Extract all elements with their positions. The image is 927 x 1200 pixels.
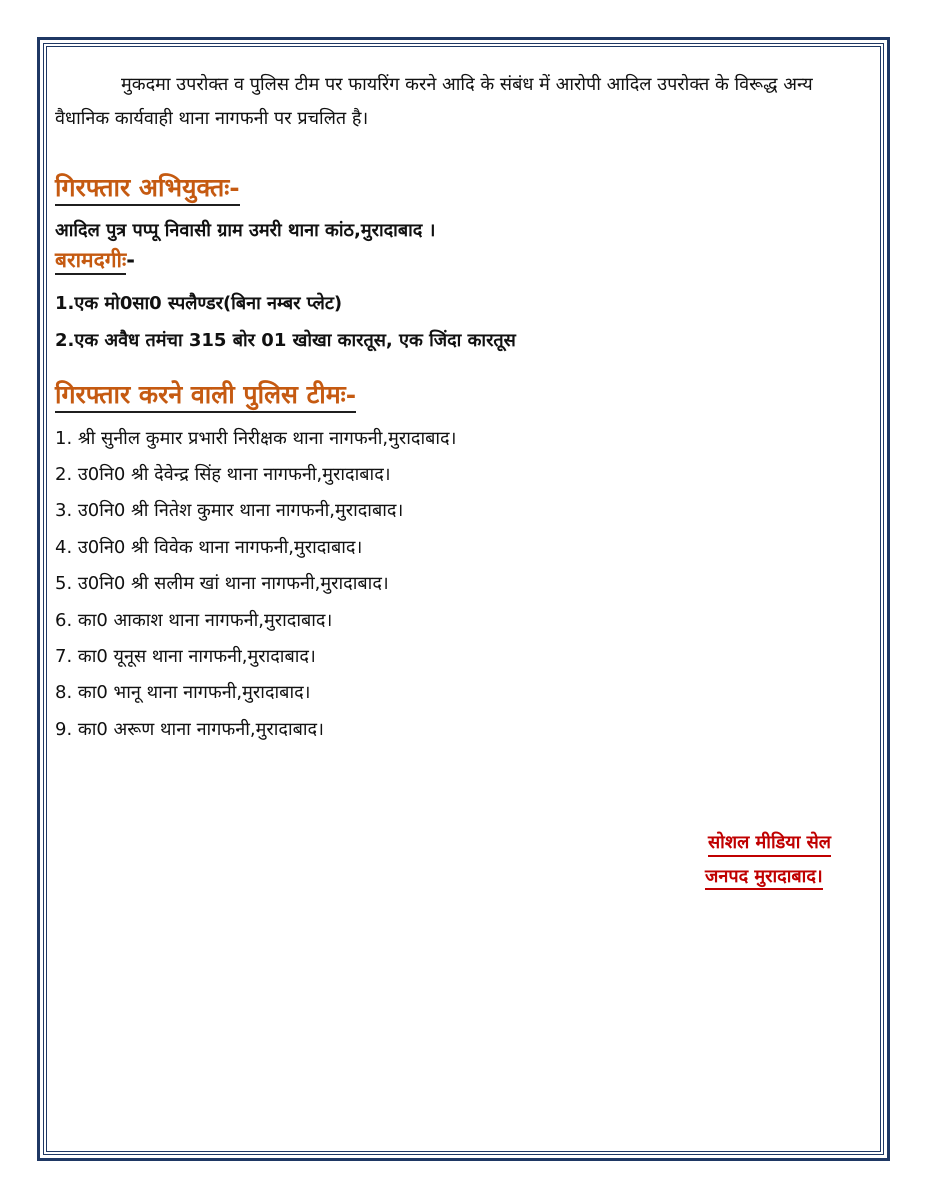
team-member: 1. श्री सुनील कुमार प्रभारी निरीक्षक थाना नागफनी,मुरादाबाद। (55, 427, 457, 449)
team-member: 9. का0 अरूण थाना नागफनी,मुरादाबाद। (55, 718, 324, 740)
recovery-heading: बरामदगीः (55, 248, 126, 275)
team-heading: गिरफ्तार करने वाली पुलिस टीमः- (55, 381, 356, 413)
recovery-item: 2.एक अवैध तमंचा 315 बोर 01 खोखा कारतूस, एक जिंदा कारतूस (55, 329, 516, 351)
team-member: 3. उ0नि0 श्री नितेश कुमार थाना नागफनी,मुरादाबाद। (55, 500, 404, 522)
team-member: 5. उ0नि0 श्री सलीम खां थाना नागफनी,मुरादाबाद। (55, 573, 389, 595)
recovery-item: 1.एक मो0सा0 स्पलैण्डर(बिना नम्बर प्लेट) (55, 292, 343, 314)
intro-paragraph: मुकदमा उपरोक्त व पुलिस टीम पर फायरिंग करने आदि के संबंध में आरोपी आदिल उपरोक्त के विरूद्ध अन्य वैधानिक कार्यवाही थाना नागफनी पर प्रचलित है। (55, 74, 813, 129)
signature-line-2: जनपद मुरादाबाद। (705, 866, 823, 891)
signature-line-1: सोशल मीडिया सेल (708, 832, 831, 857)
recovery-list (55, 285, 870, 359)
team-member: 7. का0 यूनूस थाना नागफनी,मुरादाबाद। (55, 646, 316, 668)
recovery-heading-row (55, 242, 870, 275)
team-member: 4. उ0नि0 श्री विवेक थाना नागफनी,मुरादाबाद। (55, 536, 363, 558)
team-member: 8. का0 भानू थाना नागफनी,मुरादाबाद। (55, 682, 311, 704)
recovery-heading-suffix: - (126, 247, 135, 272)
document-body (55, 68, 870, 748)
signature-block (705, 832, 831, 899)
team-member: 2. उ0नि0 श्री देवेन्द्र सिंह थाना नागफनी,मुरादाबाद। (55, 464, 391, 486)
accused-heading: गिरफ्तार अभियुक्तः- (55, 174, 240, 206)
team-list (55, 421, 870, 749)
team-member: 6. का0 आकाश थाना नागफनी,मुरादाबाद। (55, 609, 333, 631)
accused-details: आदिल पुत्र पप्पू निवासी ग्राम उमरी थाना कांठ,मुरादाबाद । (55, 219, 436, 241)
